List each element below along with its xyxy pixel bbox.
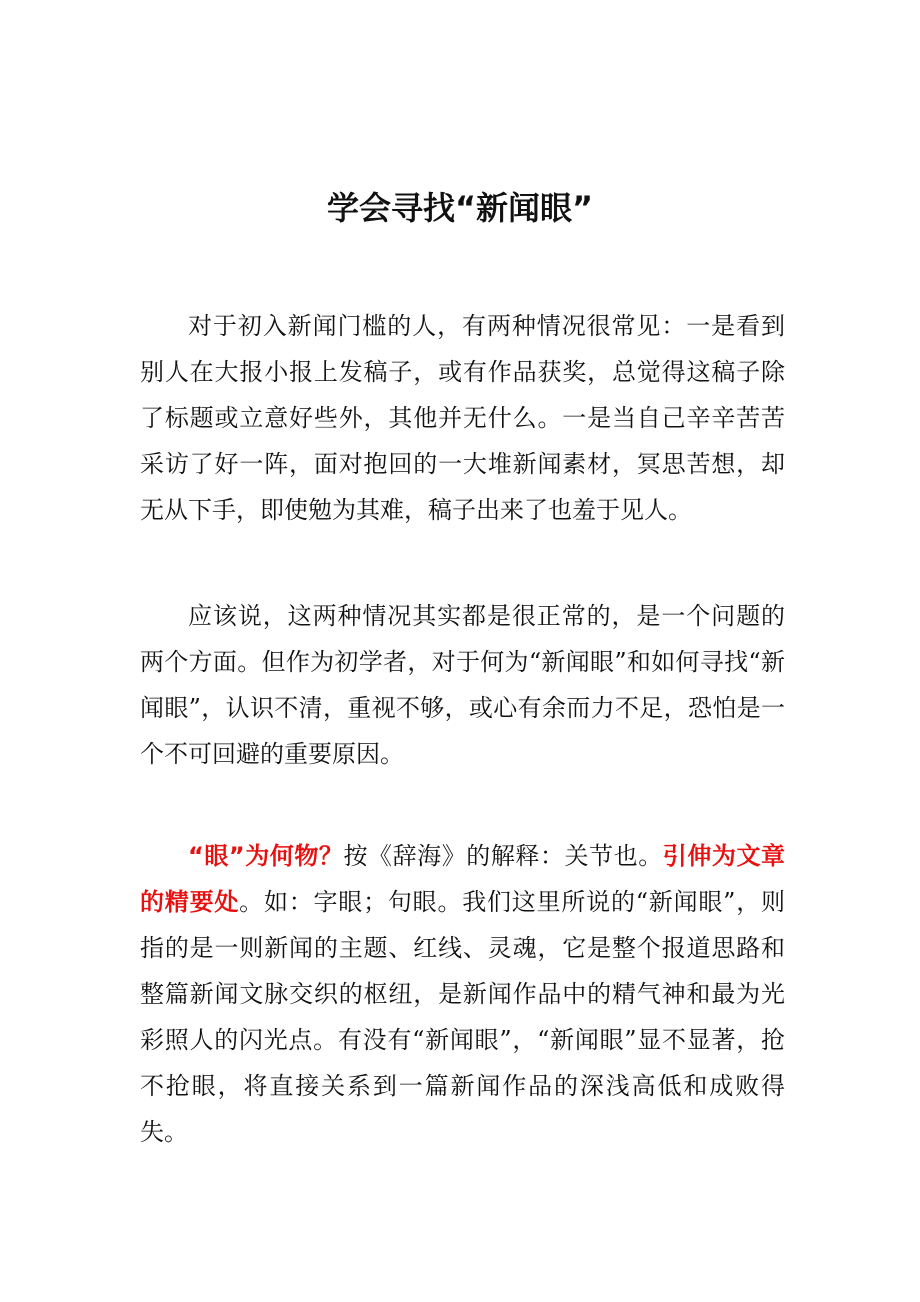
- paragraph-2: 应该说，这两种情况其实都是很正常的，是一个问题的两个方面。但作为初学者，对于何为“新闻眼”和如何寻找“新闻眼”，认识不清，重视不够，或心有余而力不足，恐怕是一个不可回避的重要原因。: [140, 602, 785, 768]
- highlight-question: “眼”为何物？: [188, 842, 344, 870]
- paragraph-3-container: [140, 833, 785, 1155]
- page-title: 学会寻找“新闻眼”: [326, 189, 594, 227]
- paragraph-3-text-1: 按《辞海》的解释：关节也。: [343, 842, 663, 870]
- paragraph-1: 对于初入新闻门槛的人，有两种情况很常见：一是看到别人在大报小报上发稿子，或有作品获奖，总觉得这稿子除了标题或立意好些外，其他并无什么。一是当自己辛辛苦苦采访了好一阵，面对抱回的一大堆新闻素材，冥思苦想，却无从下手，即使勉为其难，稿子出来了也羞于见人。: [140, 312, 785, 524]
- paragraph-1-container: [140, 303, 785, 533]
- highlight-definition: 引伸为文章的精要处: [140, 842, 786, 916]
- paragraph-3: [140, 833, 785, 1155]
- paragraph-2-container: [140, 593, 785, 777]
- paragraph-3-text-2: 。如：字眼；句眼。我们这里所说的“新闻眼”，则指的是一则新闻的主题、红线、灵魂，它是整个报道思路和整篇新闻文脉交织的枢纽，是新闻作品中的精气神和最为光彩照人的闪光点。有没有“新闻眼”，“新闻眼”显不显著，抢不抢眼，将直接关系到一篇新闻作品的深浅高低和成败得失。: [140, 888, 786, 1146]
